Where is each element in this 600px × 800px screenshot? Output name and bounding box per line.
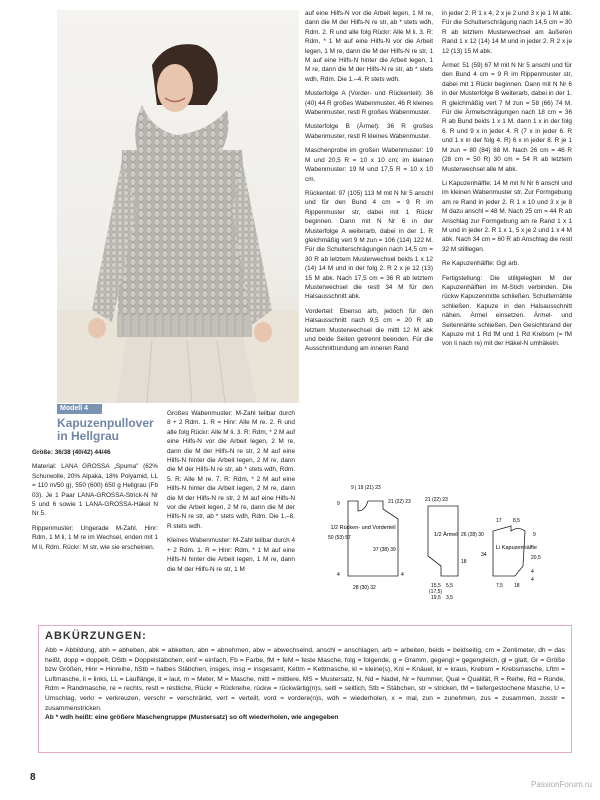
small-honeycomb-paragraph: Kleines Wabenmuster: M-Zahl teilbar durch 4 + 2 Rdm. 1. R = Hinr: Rdm, * 1 M auf eine Hilfs-N hinter die Arbeit legen, 1 M re, dann die M der Hilfs-N re str, 1 M [167,537,295,573]
finishing-paragraph: Fertigstellung: Die stillgelegten M der Kapuzenhälften im M-Stich verbinden. Die rückw Kapuzenmitte schließen. Schulternähte schließen. Kapuze in den Halsausschnitt nähen. Ärmel einsetzen. Ärmel- und Seitennähte schließen. Den Gesichtsrand der Kapuze mit 1 Rd fM und 1 Rd Krebsm (= fM von li nach re) mit der Häkel-N umhäkeln. [442,274,572,348]
body-dim-9: 9 [337,501,340,507]
sleeve-dim-side: 26 (28) 30 [461,532,484,538]
sleeve-dim-c: 3,5 [446,595,453,601]
body-dim-inner: 37 (38) 39 [373,547,396,553]
hood-dim-bottom: 7,5 [496,583,503,589]
rib-pattern-paragraph: Rippenmuster: Ungerade M-Zahl. Hinr: Rdm, 1 M li, 1 M re im Wechsel, enden mit 1 M li, Rdm. Rückr: M str, wie sie erscheinen. [32,524,158,551]
right-hood-paragraph: Re Kapuzenhälfte: Ggl arb. [442,260,520,268]
schematic-svg [303,481,573,606]
body-dim-4: 4 [337,572,340,578]
sleeve-label: 1/2 Ärmel [434,532,458,538]
gauge-paragraph: Maschenprobe im großen Wabenmuster: 19 M und 20,5 R = 10 x 10 cm; im kleinen Wabenmuster: 19 M und 17,5 R = 10 x 10 cm. [305,147,433,183]
front-piece-paragraph: Vorderteil: Ebenso arb, jedoch für den Halsausschnitt nach 9,5 cm = 20 R ab letztem Musterwechsel die mittl 12 M abk und beide Seiten getrennt beenden. Für die Ausschnittrundung am inneren Rand [305,307,433,353]
sleeve-paragraph: Ärmel: 51 (59) 67 M mit N Nr 5 anschl und für den Bund 4 cm = 9 R im Rippenmuster str, dabei mit 1 Rückr beginnen. Dann mit N Nr 6 in der Musterfolge B weiterarb, dabei in der 1. R gleichmäßig vert 7 M zun = 58 (66) 74 M. Für die Ärmelschrägungen nach 18 cm = 36 R ab Bund beids 1 x 1 M, dann 1 x in der folg 6. R und 9 x in jeder 4. R (7 x in jeder 6. R und 1 x in der folg 4. R) 6 x in jeder 8. R je 1 M zun = 80 (84) 88 M. Nach 26 cm = 46 R (28 cm = 50 R) 30 cm = 54 R ab letztem Musterwechsel alle M abk. [442,62,572,173]
back-piece-paragraph: Rückenteil: 97 (105) 113 M mit N Nr 5 anschl und für den Bund 4 cm = 9 R im Rippenmuster str, dabei mit 1 Rückr beginnen. Dann mit N Nr 6 in der Musterfolge A weiterarb, dabei in der 1. R gleichmäßig vert 9 M zun = 106 (114) 122 M. Für die Schulterschrägungen nach 14,5 cm = 30 R ab letztem Musterwechsel beids 1 x 12 (14) 14 M und in der folg 2. R 2 x je 12 (13) 15 M abk. Nach 17,5 cm = 36 R ab letztem Musterwechsel die restl 34 M für den Halsausschnitt abk. [305,189,433,301]
col3-paragraph-1: auf eine Hilfs-N vor die Arbeit legen, 1 M re, dann die M der Hilfs-N re str, ab * stets wdh, Rdm. 2. R und alle folg Rückr: Alle M li. 3. R: Rdm, * 1 M auf eine Hilfs-N vor die Arbeit legen, 1 M re, dann die M der Hilfs-N re str, 1 M auf eine Hilfs-N hinter die Arbeit legen, 1 M re, dann die M der Hilfs-N re str, ab * stets wdh, Rdm. Die 1.–4. R stets wdh. [305,10,433,83]
sleeve-dim-bottom-3: 19,5 [431,595,441,601]
size-paragraph: Größe: 36/38 (40/42) 44/46 [32,449,111,456]
hood-dim-right2: 20,5 [531,555,541,561]
model-badge: Modell 4 [57,404,102,414]
body-dim-top: 9 | 19 (21) 23 [351,485,381,491]
large-honeycomb-paragraph: Großes Wabenmuster: M-Zahl teilbar durch 8 + 2 Rdm. 1. R = Hinr: Alle M re. 2. R und alle folg Rückr: Alle M li. 3. R: Rdm, * 2 M auf eine Hilfs-N vor die Arbeit legen, 2 M re, dann die M der Hilfs-N re str, 2 M auf eine Hilfs-N hinter die Arbeit legen, 2 M re, dann die M der Hilfs-N re str, ab * stets wdh, Rdm. 5. R: Alle M re. 7. R: Rdm, * 2 M auf eine Hilfs-N hinter die Arbeit legen, 2 M re, dann die M der Hilfs-N re str, 2 M auf eine Hilfs-N vor die Arbeit legen, 2 M re, dann die M der Hilfs-N re str, ab * stets wdh, Rdm. Die 1.–8. R stets wdh. [167,410,295,530]
body-dim-4b: 4 [401,572,404,578]
text-column-1 [32,448,158,557]
sleeve-dim-bottom-2: (17,5) [429,589,443,595]
body-dim-left: 50 (53) 57 [328,535,351,541]
hood-dim-4b: 4 [531,577,534,583]
text-column-4 [442,9,572,354]
pattern-sequence-a: Musterfolge A (Vorder- und Rückenteil): 36 (40) 44 R großes Wabenmuster, 46 R kleines Wabenmuster, restl R großes Wabenmuster. [305,90,433,117]
abbreviations-text: Abb = Abbildung, abh = abheben, abk = abketten, abn = abnehmen, abw = abwechselnd, anschl = anschlagen, arb = arbeiten, beids = beidseitig, cm = Zentimeter, dh = das heißt, dopp = doppelt, DStb = Doppelstäbchen, einf = einfach, Fb = Farbe, fM + feM = feste Masche, folg = folgende, g = Gramm, gegengl = gegengleich, gl = glatt, Gr = Größe bzw Größen, Hinr = Hinreihe, hStb = halbes Stäbchen, insges, insg = insgesamt, Kettm = Kettmasche, kl = kleine(s), Knl = Knäuel, kr = kraus, Krebsm = Krebsmasche, Lftm = Luftmasche, li = links, LL = Lauflänge, lt = laut, m = Meter, M = Masche, mittl = mittlere, MS = Mustersatz, N, Nd = Nadel, Nr = Nummer, Qual = Qualität, R = Reihe, Rd = Runde, Rdm = Randmasche, re = rechts, restl = restliche, Rückr = Rückreihe, rückw = rückwärtig(n)s, seitl = seitlich, Stb = Stäbchen, str = stricken, tM = tiefergestochene Masche, U = Umschlag, verkr = verkreuzen, verschr = verschränkt, vert = verteilt, vord = vordere(n)s, wdh = wiederholen, x = mal, zun = zunehmen, zus = zusammen, zusstr = zusammenstricken. [45,647,565,712]
material-paragraph: Material: LANA GROSSA „Spuma" (62% Schurwolle, 20% Alpaka, 18% Polyamid, LL = 110 m/50 g), 550 (600) 650 g Hellgrau (Fb 03). Je 1 Paar LANA-GROSSA-Strick-N Nr 5 und 6 sowie 1 LANA-GROSSA-Häkel N Nr 5. [32,463,158,518]
text-column-2 [167,409,295,579]
sleeve-dim-top: 21 (22) 23 [425,497,448,503]
sweater-illustration [57,10,299,403]
watermark: PassionForum.ru [531,780,592,789]
schematic-diagrams [303,481,573,606]
body-schematic [348,501,398,576]
pattern-sequence-b: Musterfolge B (Ärmel): 36 R großes Wabenmuster, restl R kleines Wabenmuster. [305,123,433,140]
abbreviations-heading: ABKÜRZUNGEN: [45,630,147,642]
hood-label: Li Kapuzenhälfte [496,545,537,551]
hood-dim-top2: 8,5 [513,518,520,524]
hood-dim-left: 34 [481,552,487,558]
sleeve-schematic [428,506,458,576]
hood-dim-bottom2: 18 [514,583,520,589]
hood-dim-top: 17 [496,518,502,524]
model-photo [57,10,299,403]
col4-paragraph-1: in jeder 2. R 1 x 4, 2 x je 2 und 3 x je 1 M abk. Für die Schulterschrägung nach 14,5 cm = 30 R ab letztem Musterwechsel am äußeren Rand 1 x 12 (14) 14 M und in jeder 2. R 2 x je 12 (13) 15 M abk. [442,10,573,55]
body-label: 1/2 Rücken- und Vorderteil [330,525,396,531]
text-column-3 [305,9,433,359]
body-dim-side: 21 (22) 23 [388,499,411,505]
page-number: 8 [30,772,36,783]
hood-dim-right: 9 [533,532,536,538]
sleeve-dim-bottom-1: 15,5 [431,583,441,589]
hood-dim-4: 4 [531,569,534,575]
hood-schematic [493,526,525,576]
body-dim-bottom: 28 (30) 32 [353,585,376,591]
model-title: Kapuzenpullover in Hellgrau [57,416,154,443]
sleeve-dim-18: 18 [461,559,467,565]
sleeve-dim-b: 5,5 [446,583,453,589]
abbreviations-footer: Ab * wdh heißt: eine größere Maschengruppe (Mustersatz) so oft wiederholen, wie angegeben [45,714,339,722]
abbreviations-box [38,625,572,753]
left-hood-paragraph: Li Kapuzenhälfte: 14 M mit N Nr 6 anschl und im kleinen Wabenmuster str. Zur Formgebung am re Rand in jeder 2. R 1 x 10 und 3 x je 8 M dazu anschl = 48 M. Nach 25 cm = 44 R ab Anschlag zur Formgebung am re Rand 1 x 1 M und in jeder 2. R 1 x 1, 5 x je 2 und 1 x 4 M abk. Nach 34 cm = 60 R ab Anschlag die restl 32 M stilllegen. [442,179,573,253]
